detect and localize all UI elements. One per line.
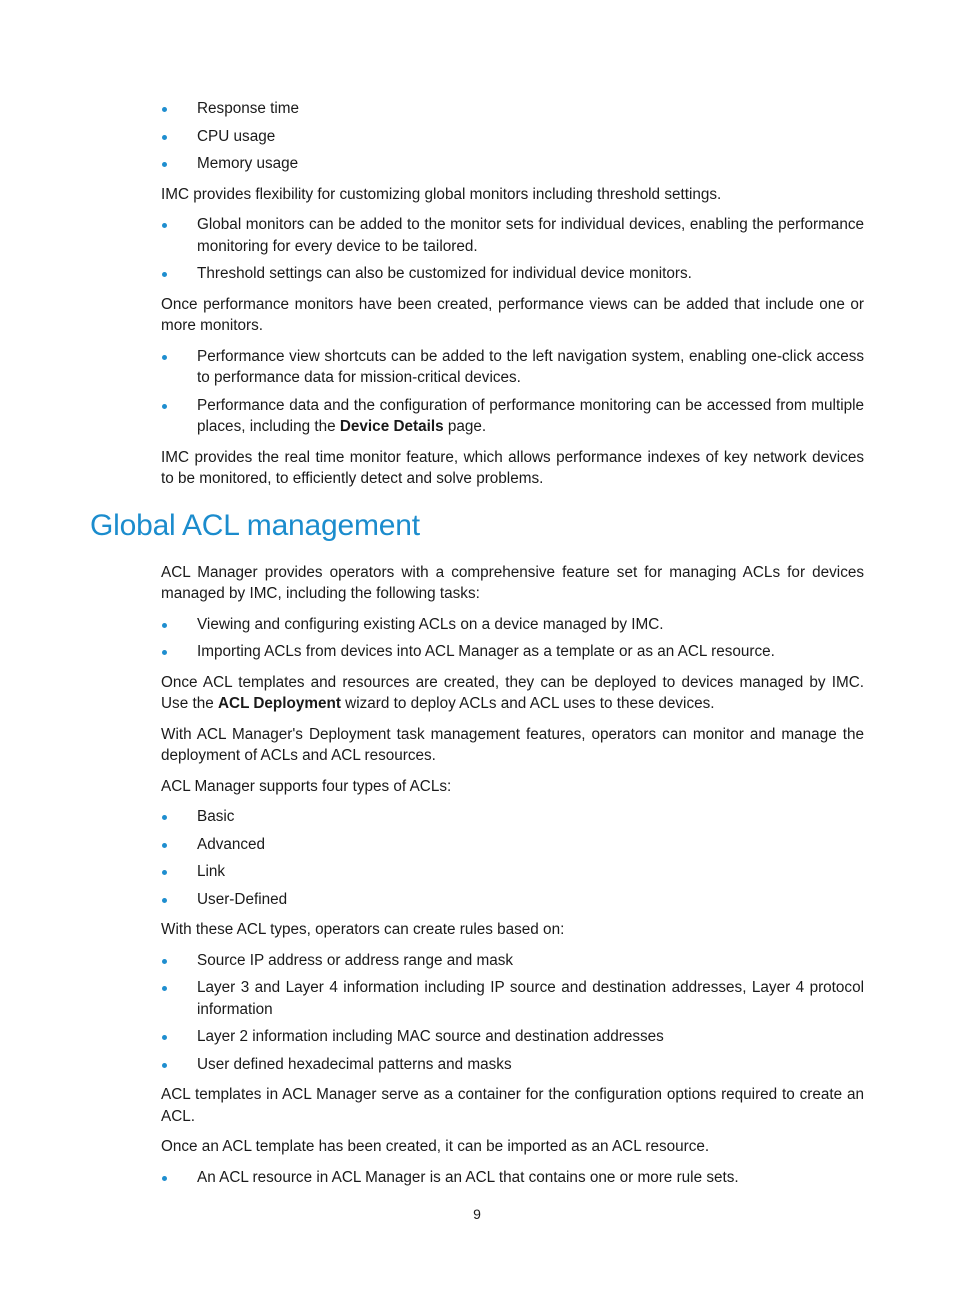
list-item: Performance view shortcuts can be added to the left navigation system, enabling one-click access to performance data for mission-critical devices. [161,346,864,389]
bullet-icon [162,272,167,277]
paragraph-acl-intro: ACL Manager provides operators with a comprehensive feature set for managing ACLs for devices managed by IMC, including the following tasks: [161,563,864,602]
bullet-icon [162,870,167,875]
global-monitor-list [161,214,864,285]
paragraph-import: Once an ACL template has been created, it can be imported as an ACL resource. [161,1138,710,1155]
bullet-icon [162,815,167,820]
list-item: Viewing and configuring existing ACLs on a device managed by IMC. [161,614,864,636]
metrics-list [161,98,864,175]
list-item: Layer 3 and Layer 4 information including IP source and destination addresses, Layer 4 protocol information [161,977,864,1020]
bullet-icon [162,986,167,991]
bullet-icon [162,404,167,409]
bullet-icon [162,223,167,228]
bullet-icon [162,898,167,903]
list-item: Basic [161,806,864,828]
paragraph-global-monitors: IMC provides flexibility for customizing global monitors including threshold settings. [161,185,722,203]
list-item: Layer 2 information including MAC source and destination addresses [161,1026,864,1048]
views-list [161,346,864,438]
list-item: Memory usage [161,153,864,175]
acl-deployment-term: ACL Deployment [217,695,341,712]
acl-tasks-list [161,614,864,663]
list-item: Global monitors can be added to the monitor sets for individual devices, enabling the performance monitoring for every device to be tailored. [161,214,864,257]
list-item: User-Defined [161,889,864,911]
bullet-icon [162,1176,167,1181]
paragraph-deploy: Once ACL templates and resources are created, they can be deployed to devices managed by IMC. Use the ACL Deployment wizard to deploy ACLs and ACL uses to these devices. [161,673,864,712]
paragraph-views: Once performance monitors have been created, performance views can be added that include one or more monitors. [161,295,864,334]
bullet-icon [162,162,167,167]
list-item: CPU usage [161,126,864,148]
section-title: Global ACL management [90,508,420,542]
bullet-icon [162,843,167,848]
bullet-icon [162,107,167,112]
paragraph-types: ACL Manager supports four types of ACLs: [161,777,452,795]
list-item: An ACL resource in ACL Manager is an ACL that contains one or more rule sets. [161,1167,864,1189]
bullet-icon [162,959,167,964]
bullet-icon [162,1035,167,1040]
list-item: User defined hexadecimal patterns and masks [161,1054,864,1076]
bullet-icon [162,1063,167,1068]
rule-bases-list [161,950,864,1076]
bullet-icon [162,135,167,140]
list-item: Advanced [161,834,864,856]
document-body [90,98,864,1197]
bullet-icon [162,650,167,655]
paragraph-task-mgmt: With ACL Manager's Deployment task management features, operators can monitor and manage the deployment of ACLs and ACL resources. [161,725,864,764]
list-item: Importing ACLs from devices into ACL Manager as a template or as an ACL resource. [161,641,864,663]
resource-list [161,1167,864,1189]
device-details-term: Device Details [339,418,444,435]
acl-types-list [161,806,864,910]
list-item: Threshold settings can also be customized for individual device monitors. [161,263,864,285]
paragraph-realtime: IMC provides the real time monitor feature, which allows performance indexes of key network devices to be monitored, to efficiently detect and solve problems. [161,448,864,487]
bullet-icon [162,355,167,360]
list-item: Link [161,861,864,883]
paragraph-rules: With these ACL types, operators can create rules based on: [161,921,565,938]
list-item: Performance data and the configuration of performance monitoring can be accessed from multiple places, including the Device Details page. [161,395,864,438]
page-number: 9 [473,1206,481,1222]
bullet-icon [162,623,167,628]
paragraph-templates: ACL templates in ACL Manager serve as a container for the configuration options required to create an ACL. [161,1086,864,1125]
list-item: Source IP address or address range and mask [161,950,864,972]
list-item: Response time [161,98,864,120]
